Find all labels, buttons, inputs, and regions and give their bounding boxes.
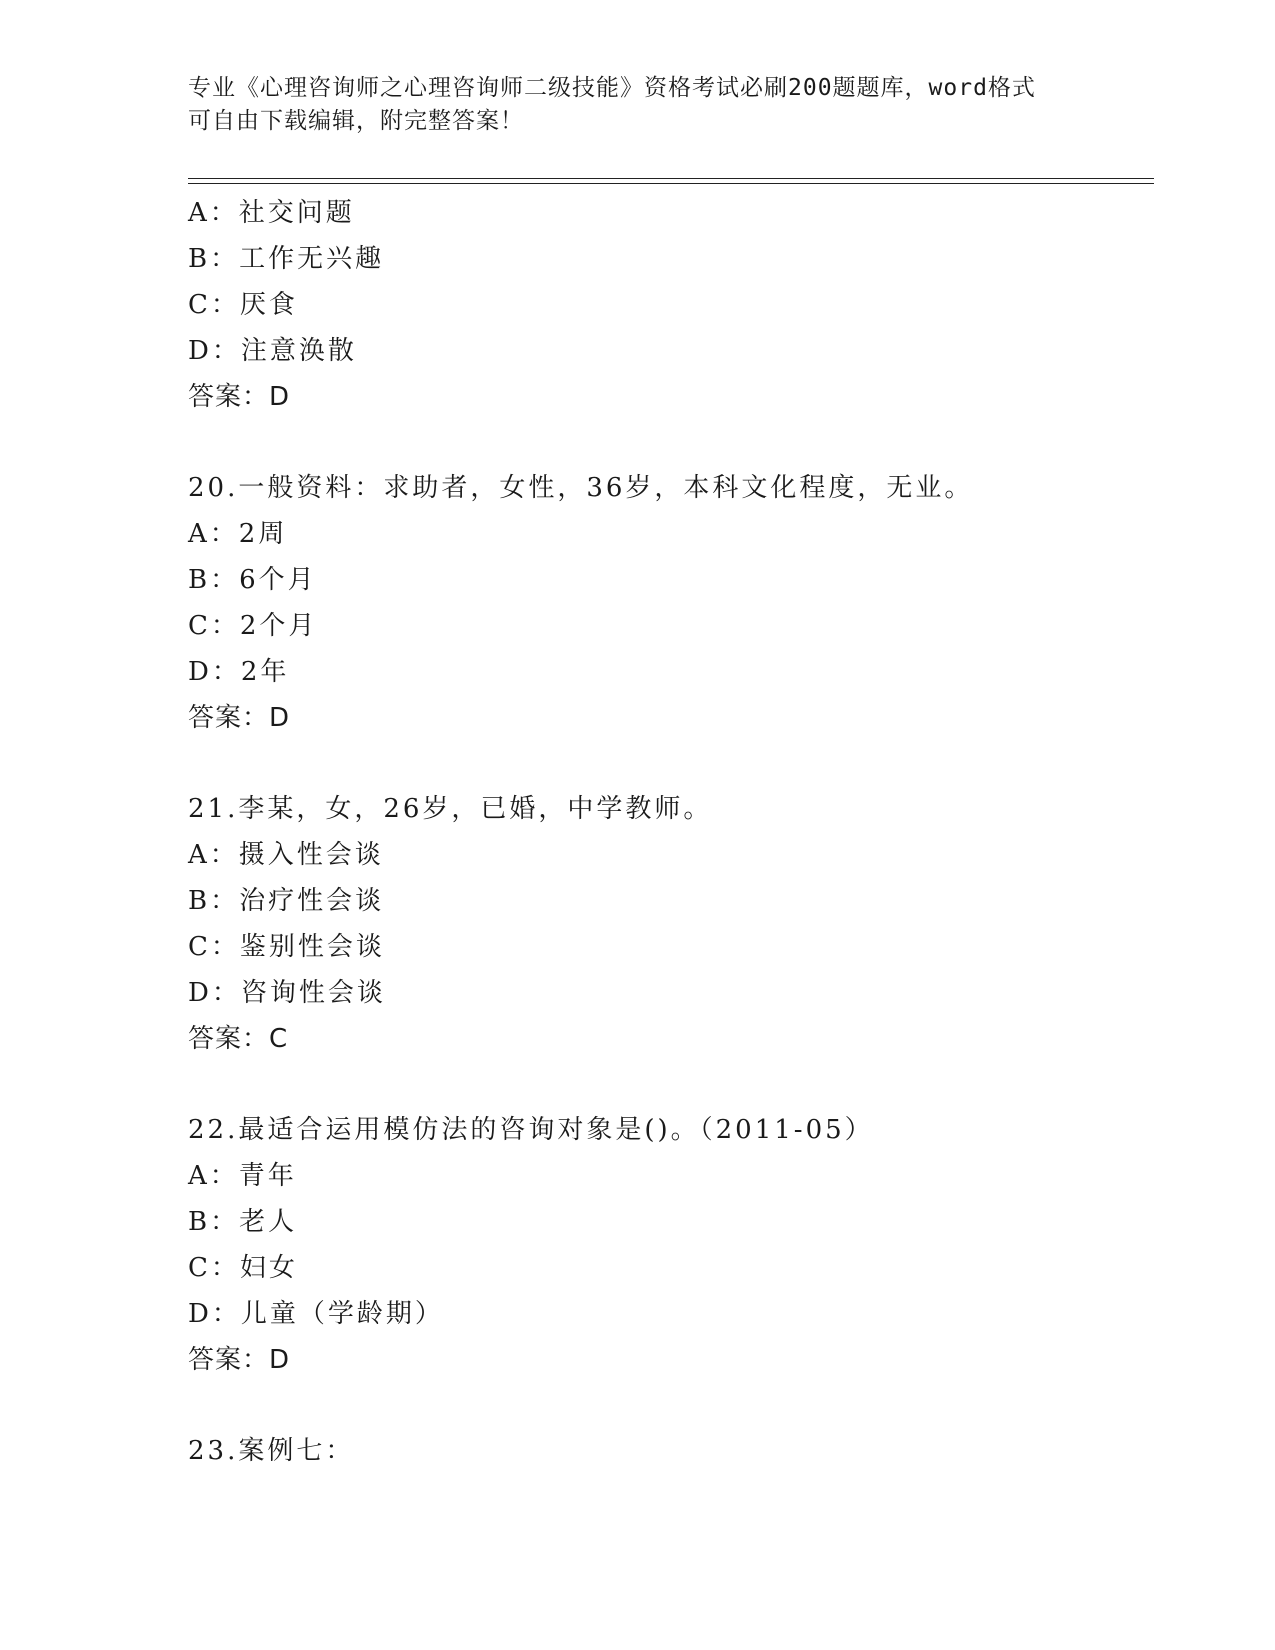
option-a: A：2周 <box>188 519 288 549</box>
header-line-1: 专业《心理咨询师之心理咨询师二级技能》资格考试必刷200题题库，word格式 <box>188 75 1036 101</box>
spacer <box>188 420 1148 465</box>
header-divider-top <box>188 178 1154 179</box>
option-c: C：鉴别性会谈 <box>188 932 385 962</box>
question-stem: 23.案例七： <box>188 1436 355 1466</box>
question-stem: 22.最适合运用模仿法的咨询对象是()。（2011-05） <box>188 1115 874 1145</box>
option-c: C：厌食 <box>188 290 298 320</box>
question-20 <box>188 465 1148 741</box>
option-b: B：工作无兴趣 <box>188 244 385 274</box>
option-b: B：老人 <box>188 1207 298 1237</box>
option-b: B：治疗性会谈 <box>188 886 385 916</box>
spacer <box>188 1062 1148 1107</box>
question-list <box>188 190 1148 1474</box>
option-d: D：咨询性会谈 <box>188 978 386 1008</box>
question-22 <box>188 1107 1148 1383</box>
header-divider-bottom <box>188 183 1154 184</box>
question-21 <box>188 786 1148 1062</box>
option-d: D：注意涣散 <box>188 336 357 366</box>
header-line-2: 可自由下载编辑，附完整答案！ <box>188 108 524 134</box>
question-stem: 20.一般资料：求助者，女性，36岁，本科文化程度，无业。 <box>188 473 974 503</box>
option-d: D：儿童（学龄期） <box>188 1299 444 1329</box>
question-stem: 21.李某，女，26岁，已婚，中学教师。 <box>188 794 713 824</box>
document-header <box>188 72 1088 138</box>
spacer <box>188 741 1148 786</box>
question-19 <box>188 190 1148 420</box>
answer-line: 答案：D <box>188 382 291 412</box>
answer-line: 答案：D <box>188 703 291 733</box>
option-c: C：2个月 <box>188 611 318 641</box>
option-b: B：6个月 <box>188 565 317 595</box>
option-a: A：摄入性会谈 <box>188 840 384 870</box>
option-c: C：妇女 <box>188 1253 298 1283</box>
answer-line: 答案：C <box>188 1024 289 1054</box>
option-d: D：2年 <box>188 657 290 687</box>
question-23 <box>188 1428 1148 1474</box>
answer-line: 答案：D <box>188 1345 291 1375</box>
spacer <box>188 1383 1148 1428</box>
option-a: A：社交问题 <box>188 198 355 228</box>
option-a: A：青年 <box>188 1161 297 1191</box>
